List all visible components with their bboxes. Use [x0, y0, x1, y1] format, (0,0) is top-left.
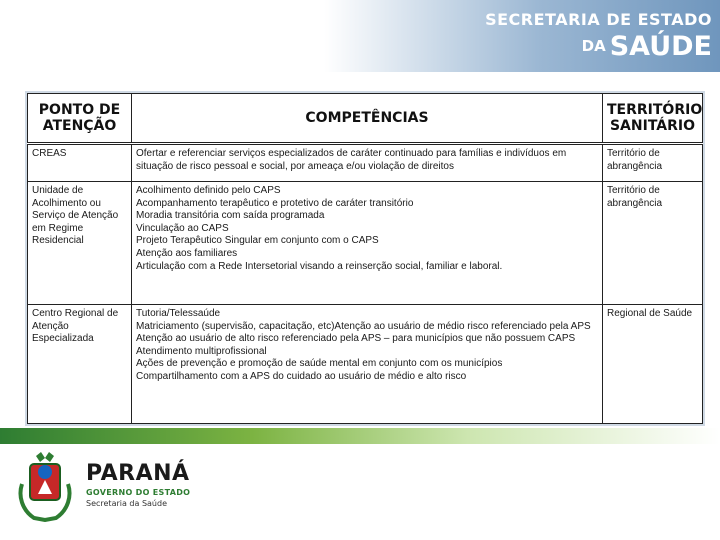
- table-row: [28, 144, 703, 182]
- competencia-item: Articulação com a Rede Intersetorial visando a reinserção social, familiar e laboral.: [136, 260, 503, 272]
- secretaria-label: Secretaria da Saúde: [86, 499, 168, 508]
- cell-territorio: Território de abrangência: [603, 182, 703, 305]
- competencia-item: Moradia transitória com saída programada: [136, 210, 325, 222]
- table-header-row: [28, 94, 703, 144]
- table-frame: [25, 91, 705, 426]
- brand-line2: [485, 31, 712, 62]
- cell-territorio: Território de abrangência: [603, 144, 703, 182]
- competencia-item: Atendimento multiprofissional: [136, 345, 267, 357]
- competencia-item: Atenção ao usuário de alto risco referenciado pela APS – para municípios que não possuem CAPS: [136, 333, 576, 345]
- competencia-item: Vinculação ao CAPS: [136, 222, 229, 234]
- brand-saude: SAÚDE: [609, 31, 712, 62]
- header-competencias: COMPETÊNCIAS: [132, 94, 603, 144]
- competencia-item: Ofertar e referenciar serviços especializados de caráter continuado para famílias e indivíduos em situação de risco pessoal e social, por ameaça e/ou violação de direitos: [136, 148, 567, 172]
- competencia-item: Matriciamento (supervisão, capacitação, etc)Atenção ao usuário de médio risco referenciado pela APS: [136, 320, 591, 332]
- table-row: [28, 305, 703, 424]
- competencia-item: Atenção aos familiares: [136, 247, 238, 259]
- table-row: [28, 182, 703, 305]
- competencia-item: Acompanhamento terapêutico e protetivo de caráter transitório: [136, 197, 414, 209]
- brand-line1: SECRETARIA DE ESTADO: [485, 10, 712, 29]
- cell-ponto: Centro Regional de Atenção Especializada: [28, 305, 132, 424]
- competencias-table: [27, 93, 703, 424]
- cell-competencias: [132, 182, 603, 305]
- header-ponto: PONTO DE ATENÇÃO: [28, 94, 132, 144]
- parana-title: PARANÁ: [86, 461, 190, 486]
- cell-territorio: Regional de Saúde: [603, 305, 703, 424]
- cell-ponto: Unidade de Acolhimento ou Serviço de Atenção em Regime Residencial: [28, 182, 132, 305]
- footer-gradient-line: [0, 428, 720, 444]
- competencia-item: Ações de prevenção e promoção de saúde mental em conjunto com os municípios: [136, 358, 503, 370]
- competencia-item: Tutoria/Telessaúde: [136, 308, 221, 319]
- cell-ponto: CREAS: [28, 144, 132, 182]
- governo-label: GOVERNO DO ESTADO: [86, 488, 191, 497]
- parana-coat-of-arms-icon: [16, 450, 74, 522]
- cell-competencias: [132, 305, 603, 424]
- competencia-item: Projeto Terapêutico Singular em conjunto com o CAPS: [136, 235, 379, 247]
- cell-competencias: [132, 144, 603, 182]
- competencia-item: Acolhimento definido pelo CAPS: [136, 185, 281, 196]
- secretaria-logo: [485, 10, 712, 62]
- brand-da: DA: [581, 37, 606, 55]
- parana-logo: [86, 462, 190, 508]
- competencia-item: Compartilhamento com a APS do cuidado ao usuário de médio e alto risco: [136, 370, 467, 382]
- header-territorio: TERRITÓRIO SANITÁRIO: [603, 94, 703, 144]
